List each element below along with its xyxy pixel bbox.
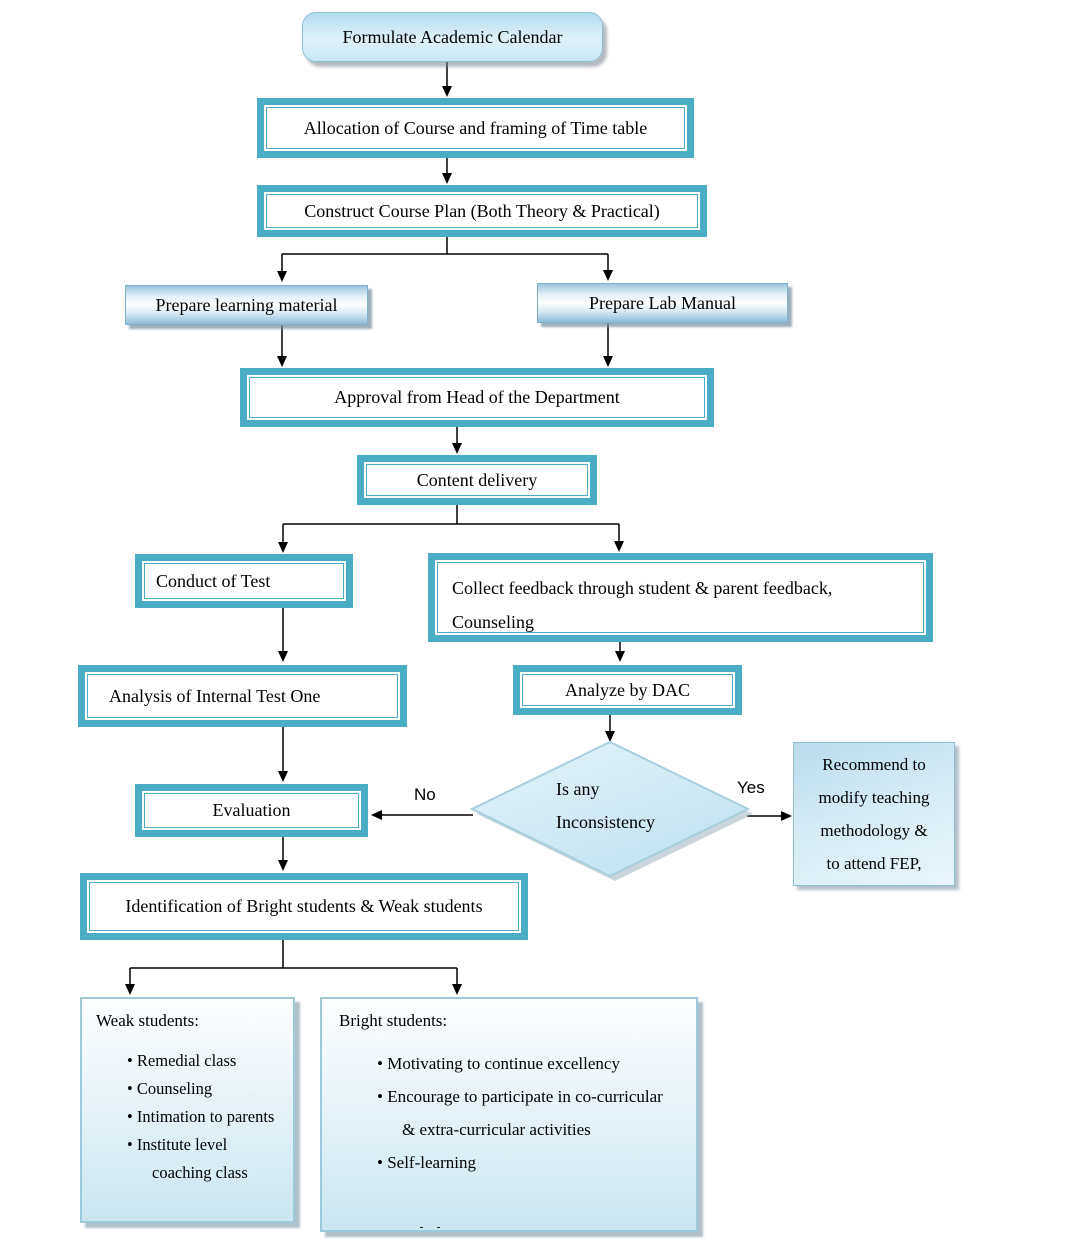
decision-line2: Inconsistency	[556, 812, 655, 832]
decision-line1: Is any	[556, 779, 600, 799]
node-identification-bright-weak	[80, 873, 528, 940]
recommend-line3: methodology &	[820, 821, 928, 840]
node-bright-students-list	[320, 997, 698, 1232]
recommend-line1: Recommend to	[822, 755, 926, 774]
node-prepare-lab-manual	[537, 283, 788, 323]
node-analysis-internal-test-one	[78, 665, 407, 727]
bright-students-items	[322, 1047, 696, 1179]
list-item: • Self-learning	[377, 1146, 678, 1179]
node-label: Allocation of Course and framing of Time table	[303, 117, 648, 138]
list-item: • Motivating to continue excellency	[377, 1047, 678, 1080]
node-label: Identification of Bright students & Weak students	[125, 896, 483, 916]
node-allocation-of-course	[257, 98, 694, 158]
node-content-delivery	[357, 455, 597, 505]
bright-students-title: Bright students:	[339, 1011, 448, 1030]
list-item: • Intimation to parents	[127, 1103, 284, 1131]
recommend-line4: to attend FEP,	[826, 854, 922, 873]
decision-text	[556, 773, 655, 839]
weak-students-title: Weak students:	[96, 1011, 199, 1030]
node-label: Prepare learning material	[155, 294, 338, 315]
weak-students-items	[82, 1047, 293, 1187]
node-label: Evaluation	[212, 800, 291, 820]
list-item: • Counseling	[127, 1075, 284, 1103]
edge-label-no: No	[414, 785, 436, 804]
node-analyze-by-dac	[513, 665, 742, 715]
node-label: Content delivery	[416, 469, 538, 490]
list-item: • Remedial class	[127, 1047, 284, 1075]
node-construct-course-plan	[257, 185, 707, 237]
node-decision-is-any-inconsistency	[468, 738, 758, 888]
node-prepare-learning-material	[125, 285, 368, 325]
node-label-line2: Counseling	[452, 612, 535, 632]
node-label: Analysis of Internal Test One	[109, 685, 321, 706]
node-formulate-academic-calendar	[302, 12, 603, 62]
node-label-line1: Collect feedback through student & parent feedback,	[452, 578, 833, 598]
node-collect-feedback	[428, 553, 933, 642]
node-evaluation	[135, 784, 368, 837]
node-label: Approval from Head of the Department	[334, 387, 620, 407]
node-label: Prepare Lab Manual	[589, 292, 736, 313]
node-label: Construct Course Plan (Both Theory & Practical)	[304, 200, 660, 221]
node-label: Analyze by DAC	[565, 679, 690, 700]
recommend-line2: modify teaching	[818, 788, 930, 807]
node-weak-students-list	[80, 997, 295, 1223]
list-item: • Institute level coaching class	[127, 1131, 284, 1187]
edge-label-yes: Yes	[737, 778, 765, 797]
list-item: • Encourage to participate in co-curricular & extra-curricular activities	[377, 1080, 678, 1146]
clipped-text-fragment	[420, 1224, 454, 1228]
node-recommend-modify-teaching	[793, 742, 955, 886]
node-label: Formulate Academic Calendar	[342, 26, 563, 47]
node-approval-from-hod	[240, 368, 714, 427]
node-label: Conduct of Test	[156, 570, 271, 591]
node-conduct-of-test	[135, 554, 353, 608]
